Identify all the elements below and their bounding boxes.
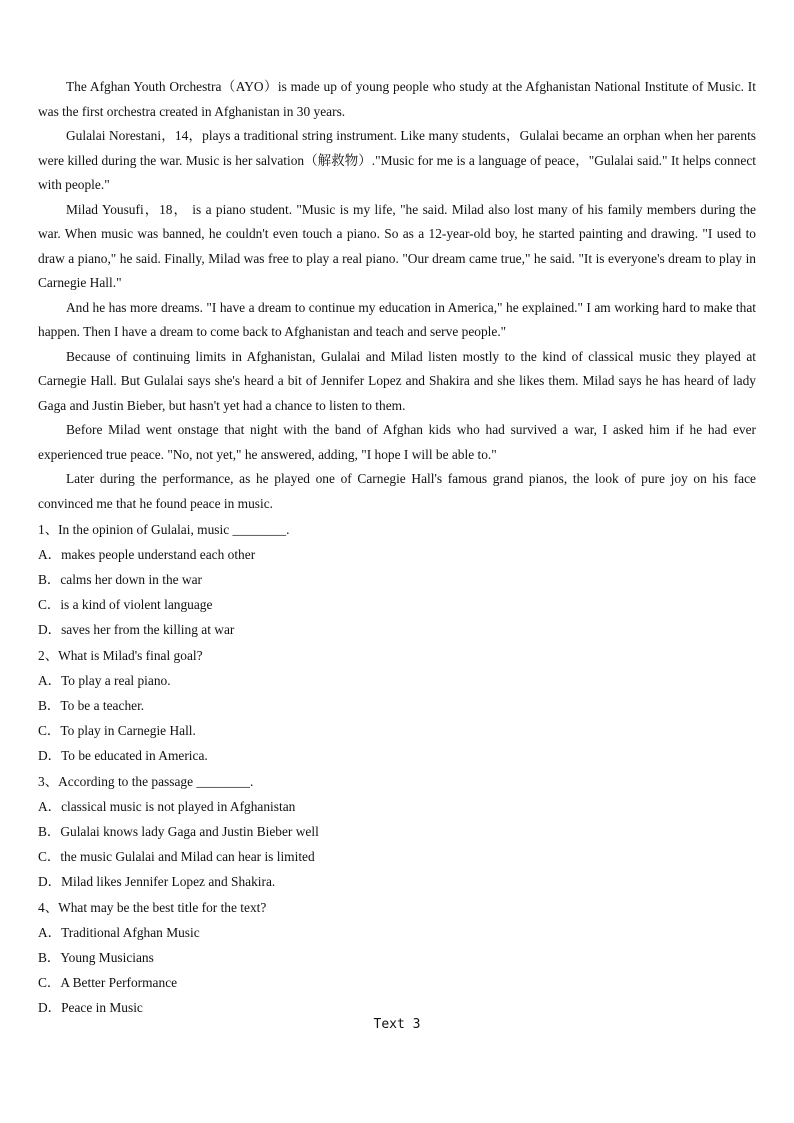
reading-passage xyxy=(38,75,756,516)
option-text: To play a real piano. xyxy=(61,673,171,688)
option-letter: C． xyxy=(38,849,61,864)
option-letter: A． xyxy=(38,799,62,814)
answer-option-b xyxy=(38,945,756,970)
question-list xyxy=(38,517,756,1020)
option-letter: C． xyxy=(38,723,61,738)
option-text: To be a teacher. xyxy=(60,698,145,713)
answer-option-b xyxy=(38,567,756,592)
option-letter: B． xyxy=(38,572,61,587)
answer-option-a xyxy=(38,668,756,693)
question-1 xyxy=(38,517,756,642)
document-page xyxy=(38,75,756,1020)
answer-option-c xyxy=(38,970,756,995)
answer-option-c xyxy=(38,844,756,869)
passage-paragraph: Milad Yousufi，18， is a piano student. "Music is my life, "he said. Milad also lost many of his family members during the war. When music was banned, he couldn't even touch a piano. So as a 12-year-old boy, he started painting and drawing. "I used to draw a piano," he said. Finally, Milad was free to play a real piano. "Our dream came true," he said. "It is everyone's dream to play in Carnegie Hall." xyxy=(38,201,756,290)
option-letter: A． xyxy=(38,925,62,940)
option-letter: B． xyxy=(38,824,61,839)
option-letter: D． xyxy=(38,1000,62,1015)
answer-option-c xyxy=(38,592,756,617)
option-text: Peace in Music xyxy=(61,1000,143,1015)
question-stem: 3、According to the passage ________. xyxy=(38,774,254,789)
question-4 xyxy=(38,895,756,1020)
answer-option-b xyxy=(38,819,756,844)
option-letter: A． xyxy=(38,673,62,688)
passage-paragraph: Gulalai Norestani，14，plays a traditional string instrument. Like many students，Gulalai became an orphan when her parents were killed during the war. Music is her salvation（解救物）."Music for me is a language of peace，"Gulalai said." It helps connect with people." xyxy=(38,128,756,192)
passage-paragraph: Because of continuing limits in Afghanistan, Gulalai and Milad listen mostly to the kind of classical music they played at Carnegie Hall. But Gulalai says she's heard a bit of Jennifer Lopez and Shakira and she likes them. Milad says he has heard of lady Gaga and Justin Bieber, but hasn't yet had a chance to listen to them. xyxy=(38,348,756,413)
answer-option-d xyxy=(38,869,756,894)
question-3 xyxy=(38,769,756,894)
answer-option-a xyxy=(38,794,756,819)
option-letter: B． xyxy=(38,698,61,713)
answer-option-a xyxy=(38,542,756,567)
option-letter: A． xyxy=(38,547,62,562)
answer-option-d xyxy=(38,743,756,768)
option-text: classical music is not played in Afghanistan xyxy=(61,799,296,814)
passage-paragraph: Later during the performance, as he played one of Carnegie Hall's famous grand pianos, the look of pure joy on his face convinced me that he found peace in music. xyxy=(38,471,756,511)
section-footer-label: Text 3 xyxy=(373,1017,421,1032)
question-stem: 1、In the opinion of Gulalai, music ________. xyxy=(38,522,290,537)
answer-option-c xyxy=(38,718,756,743)
answer-option-a xyxy=(38,920,756,945)
option-letter: B． xyxy=(38,950,61,965)
question-stem: 4、What may be the best title for the text? xyxy=(38,900,267,915)
option-text: To play in Carnegie Hall. xyxy=(60,723,196,738)
passage-paragraph: Before Milad went onstage that night with the band of Afghan kids who had survived a war, I asked him if he had ever experienced true peace. "No, not yet," he answered, adding, "I hope I will be able to." xyxy=(38,422,756,462)
option-letter: C． xyxy=(38,597,61,612)
option-text: Young Musicians xyxy=(60,950,154,965)
answer-option-b xyxy=(38,693,756,718)
option-text: makes people understand each other xyxy=(61,547,256,562)
passage-paragraph: The Afghan Youth Orchestra（AYO）is made up of young people who study at the Afghanistan National Institute of Music. It was the first orchestra created in Afghanistan in 30 years. xyxy=(38,79,756,119)
passage-paragraph: And he has more dreams. "I have a dream to continue my education in America," he explained." I am working hard to make that happen. Then I have a dream to come back to Afghanistan and teach and serve people." xyxy=(38,299,756,339)
option-letter: D． xyxy=(38,748,62,763)
question-2 xyxy=(38,643,756,768)
answer-option-d xyxy=(38,617,756,642)
option-text: calms her down in the war xyxy=(60,572,203,587)
option-text: To be educated in America. xyxy=(61,748,208,763)
option-text: the music Gulalai and Milad can hear is limited xyxy=(60,849,315,864)
option-text: Gulalai knows lady Gaga and Justin Bieber well xyxy=(60,824,319,839)
option-text: A Better Performance xyxy=(60,975,178,990)
option-text: Traditional Afghan Music xyxy=(61,925,200,940)
option-text: Milad likes Jennifer Lopez and Shakira. xyxy=(61,874,276,889)
option-letter: C． xyxy=(38,975,61,990)
option-text: is a kind of violent language xyxy=(60,597,213,612)
option-letter: D． xyxy=(38,874,62,889)
option-letter: D． xyxy=(38,622,62,637)
question-stem: 2、What is Milad's final goal? xyxy=(38,648,203,663)
option-text: saves her from the killing at war xyxy=(61,622,235,637)
